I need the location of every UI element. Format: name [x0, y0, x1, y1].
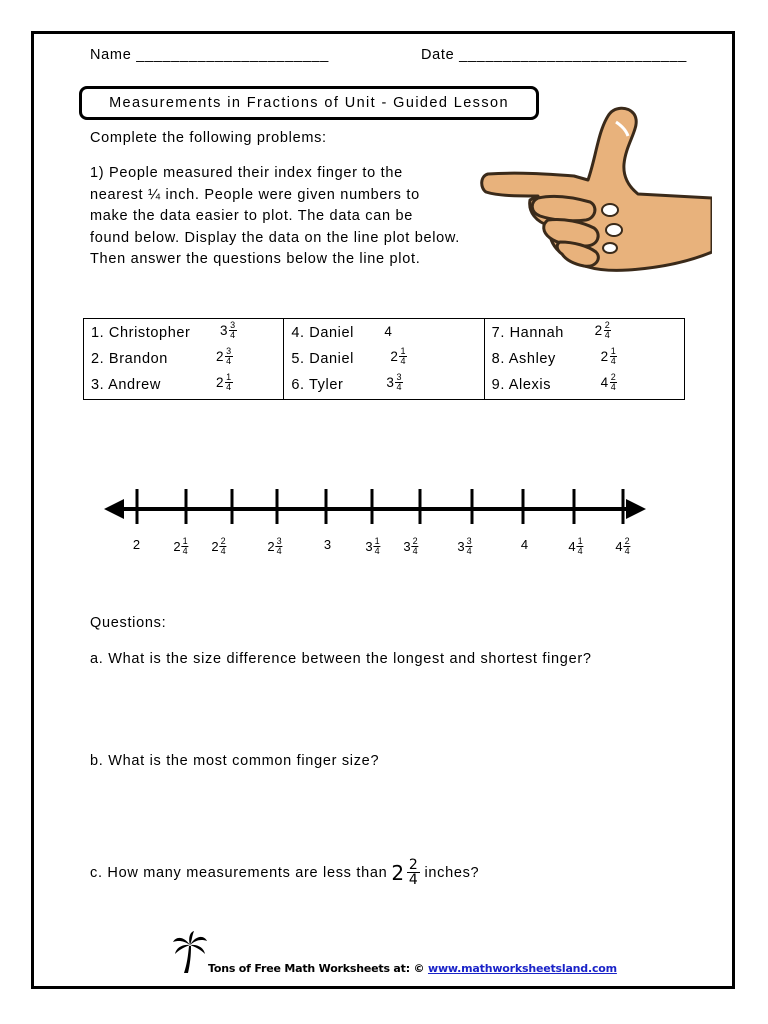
table-row	[84, 319, 685, 400]
fraction	[399, 347, 407, 366]
fraction	[624, 537, 631, 556]
numerator: 2	[624, 536, 630, 546]
mixed-number	[391, 858, 420, 887]
tick-label	[615, 537, 630, 556]
measurements-table	[83, 318, 685, 400]
whole-number: 4	[520, 537, 529, 552]
numerator: 2	[604, 320, 611, 330]
tick-label	[133, 537, 141, 552]
denominator: 4	[466, 546, 472, 556]
denominator: 4	[182, 546, 188, 556]
person-name: 4. Daniel	[291, 325, 354, 341]
tick-label	[211, 537, 226, 556]
measurement-value	[601, 347, 618, 366]
person-name: 6. Tyler	[291, 377, 344, 393]
whole-number: 2	[267, 539, 275, 554]
denominator: 4	[396, 382, 403, 392]
fraction	[225, 347, 233, 366]
denominator: 4	[226, 356, 232, 366]
tick-label	[568, 537, 583, 556]
list-item	[84, 347, 283, 373]
whole-number: 4	[568, 539, 576, 554]
number-line	[100, 484, 652, 534]
denominator: 4	[374, 546, 380, 556]
whole-number: 3	[323, 537, 332, 552]
numerator: 1	[400, 346, 407, 356]
question-c-suffix: inches?	[424, 864, 480, 881]
whole-number: 2	[391, 860, 405, 885]
fraction	[229, 321, 237, 340]
problem-intro-line: Then answer the questions below the line plot.	[90, 251, 421, 267]
list-item	[284, 321, 483, 347]
fraction	[577, 537, 584, 556]
measurement-value	[384, 324, 393, 339]
tick-label	[457, 537, 472, 556]
whole-number: 2	[216, 375, 225, 390]
measurement-value	[216, 373, 233, 392]
list-item	[84, 373, 283, 399]
problem-intro	[90, 163, 460, 271]
instructions-text: Complete the following problems:	[90, 130, 327, 146]
person-name: 8. Ashley	[491, 351, 556, 367]
person-name: 2. Brandon	[91, 351, 168, 367]
question-a: a. What is the size difference between the longest and shortest finger?	[90, 651, 592, 667]
numerator: 2	[220, 536, 226, 546]
denominator: 4	[230, 330, 236, 340]
fraction	[610, 373, 618, 392]
list-item	[284, 373, 483, 399]
numerator: 1	[577, 536, 583, 546]
person-name: 7. Hannah	[491, 325, 564, 341]
question-b: b. What is the most common finger size?	[90, 753, 380, 769]
tick-label	[267, 537, 282, 556]
whole-number: 3	[386, 375, 395, 390]
person-name: 5. Daniel	[291, 351, 354, 367]
problem-intro-line: found below. Display the data on the line plot below.	[90, 229, 461, 246]
measurement-value	[390, 347, 407, 366]
problem-intro-line: nearest ¼ inch. People were given numbers to	[90, 186, 420, 203]
person-name: 3. Andrew	[91, 377, 161, 393]
fraction	[407, 858, 421, 887]
numerator: 3	[230, 320, 236, 330]
whole-number: 2	[132, 537, 141, 552]
pointing-hand-icon	[478, 102, 712, 282]
whole-number: 3	[220, 323, 229, 338]
measurement-value	[220, 321, 237, 340]
measurement-value	[601, 373, 618, 392]
fraction	[604, 321, 612, 340]
whole-number: 4	[615, 539, 623, 554]
fraction	[395, 373, 403, 392]
footer-credit	[208, 962, 617, 975]
numerator: 1	[226, 372, 232, 382]
tick-label	[324, 537, 332, 552]
whole-number: 3	[403, 539, 411, 554]
name-field-label: Name ______________________	[90, 47, 330, 63]
question-c	[90, 858, 479, 887]
table-column	[484, 319, 684, 400]
fraction	[374, 537, 381, 556]
problem-intro-line: make the data easier to plot. The data can be	[90, 208, 414, 224]
denominator: 4	[226, 382, 232, 392]
table-column	[284, 319, 484, 400]
left-arrow-icon	[104, 499, 124, 519]
whole-number: 2	[216, 349, 225, 364]
website-link[interactable]: www.mathworksheetsland.com	[427, 962, 617, 975]
numerator: 3	[396, 372, 403, 382]
denominator: 4	[412, 546, 418, 556]
whole-number: 4	[600, 375, 609, 390]
list-item	[485, 321, 684, 347]
question-c-prefix: c. How many measurements are less than	[90, 864, 388, 881]
numerator: 3	[466, 536, 472, 546]
list-item	[84, 321, 283, 347]
fraction	[182, 537, 189, 556]
whole-number: 4	[384, 324, 393, 339]
whole-number: 2	[211, 539, 219, 554]
tick-label	[521, 537, 529, 552]
fraction	[225, 373, 233, 392]
whole-number: 3	[365, 539, 373, 554]
list-item	[284, 347, 483, 373]
numerator: 2	[408, 857, 419, 873]
person-name: 9. Alexis	[491, 377, 552, 393]
tick-label	[173, 537, 188, 556]
denominator: 4	[400, 356, 407, 366]
table-column	[84, 319, 284, 400]
right-arrow-icon	[626, 499, 646, 519]
person-name: 1. Christopher	[91, 325, 191, 341]
date-field-label: Date __________________________	[421, 47, 688, 63]
denominator: 4	[624, 546, 630, 556]
numerator: 3	[276, 536, 282, 546]
numerator: 2	[412, 536, 418, 546]
measurement-value	[216, 347, 233, 366]
numerator: 1	[374, 536, 380, 546]
list-item	[485, 347, 684, 373]
list-item	[485, 373, 684, 399]
whole-number: 2	[390, 349, 399, 364]
fraction	[276, 537, 283, 556]
denominator: 4	[577, 546, 583, 556]
numerator: 1	[610, 346, 617, 356]
numerator: 2	[610, 372, 617, 382]
tick-label	[403, 537, 418, 556]
fraction	[610, 347, 618, 366]
questions-heading: Questions:	[90, 615, 167, 631]
footer-text: Tons of Free Math Worksheets at: ©	[208, 962, 425, 975]
whole-number: 2	[173, 539, 181, 554]
denominator: 4	[604, 330, 611, 340]
denominator: 4	[276, 546, 282, 556]
lesson-title: Measurements in Fractions of Unit - Guided Lesson	[109, 95, 509, 111]
fraction	[466, 537, 473, 556]
numerator: 3	[226, 346, 232, 356]
whole-number: 2	[594, 323, 603, 338]
lesson-title-box	[79, 86, 539, 120]
tick-label	[365, 537, 380, 556]
measurement-value	[595, 321, 612, 340]
denominator: 4	[610, 356, 617, 366]
fraction	[412, 537, 419, 556]
fraction	[220, 537, 227, 556]
whole-number: 3	[457, 539, 465, 554]
numerator: 1	[182, 536, 188, 546]
denominator: 4	[408, 872, 419, 888]
measurement-value	[386, 373, 403, 392]
problem-intro-line: 1) People measured their index finger to the	[90, 165, 403, 181]
denominator: 4	[220, 546, 226, 556]
denominator: 4	[610, 382, 617, 392]
whole-number: 2	[600, 349, 609, 364]
palm-tree-icon	[172, 930, 208, 974]
